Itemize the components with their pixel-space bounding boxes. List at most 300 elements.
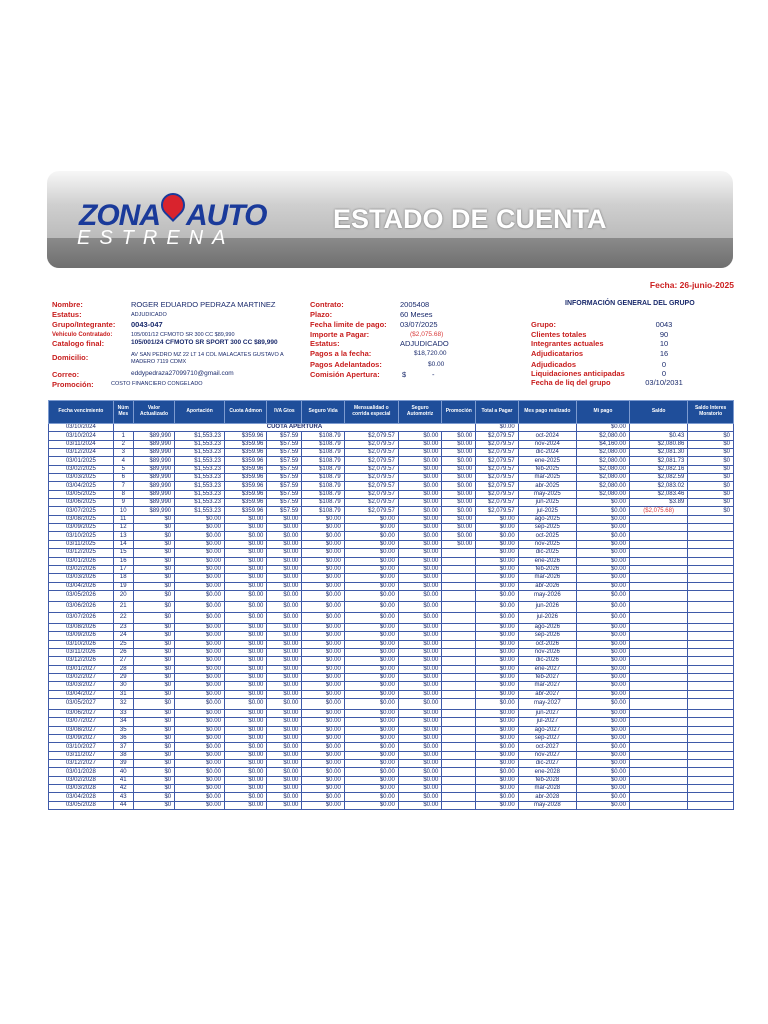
table-cell: $57.59 <box>267 474 302 482</box>
table-cell <box>442 682 476 690</box>
table-cell: $2,079.57 <box>476 474 518 482</box>
page-title: ESTADO DE CUENTA <box>333 204 607 234</box>
column-header: Núm Mes <box>113 401 133 424</box>
table-cell: $0.00 <box>224 540 266 548</box>
group-info-value: 0043 <box>655 320 673 329</box>
table-cell: $0.00 <box>344 657 398 665</box>
column-header: Seguro Automotriz <box>398 401 441 424</box>
table-cell: $0.00 <box>302 632 344 640</box>
domicilio-label: Domicilio: <box>52 353 89 362</box>
table-cell <box>442 612 476 623</box>
table-cell: $0.00 <box>344 623 398 631</box>
table-cell: $0.00 <box>398 632 441 640</box>
table-cell: $0 <box>133 785 174 793</box>
table-cell: $0.00 <box>344 612 398 623</box>
table-cell: dic-2026 <box>518 657 576 665</box>
table-cell: 25 <box>113 640 133 648</box>
table-cell: $0.00 <box>267 801 302 809</box>
column-header: Mensualidad o corrida especial <box>344 401 398 424</box>
document-date: Fecha: 26-junio-2025 <box>649 280 734 290</box>
table-row <box>49 515 734 523</box>
table-cell: $0.00 <box>476 612 518 623</box>
table-cell: 35 <box>113 726 133 734</box>
table-cell: $0.00 <box>175 632 225 640</box>
table-cell: 22 <box>113 612 133 623</box>
column-header: Valor Actualizado <box>133 401 174 424</box>
table-row <box>49 590 734 601</box>
grupo-label: Grupo/Integrante: <box>52 320 116 329</box>
table-cell: $0.00 <box>476 549 518 557</box>
table-cell: $2,079.57 <box>476 490 518 498</box>
table-cell: $0.00 <box>267 682 302 690</box>
table-cell: $0.00 <box>267 549 302 557</box>
table-cell: $0.00 <box>344 718 398 726</box>
table-cell <box>629 743 687 751</box>
table-cell <box>629 582 687 590</box>
table-cell: $0 <box>133 565 174 573</box>
table-cell: $0.00 <box>476 515 518 523</box>
table-row <box>49 465 734 473</box>
table-cell: 03/04/2025 <box>49 482 114 490</box>
table-row <box>49 582 734 590</box>
table-cell: $108.79 <box>302 465 344 473</box>
table-cell: $0.00 <box>398 709 441 717</box>
table-cell: oct-2024 <box>518 432 576 440</box>
table-cell: $0 <box>688 490 734 498</box>
table-cell: $359.96 <box>224 482 266 490</box>
column-header: Seguro Vida <box>302 401 344 424</box>
table-cell: $0.00 <box>267 793 302 801</box>
table-cell: $1,553.23 <box>175 499 225 507</box>
table-cell <box>442 743 476 751</box>
table-cell: mar-2028 <box>518 785 576 793</box>
table-cell: $0.00 <box>476 760 518 768</box>
table-cell: $0.00 <box>398 793 441 801</box>
table-cell: $0 <box>133 665 174 673</box>
location-pin-icon <box>156 188 190 222</box>
table-cell: $0.00 <box>576 793 629 801</box>
table-cell: $0.00 <box>224 793 266 801</box>
table-cell: $0.00 <box>398 735 441 743</box>
table-cell: $0 <box>133 760 174 768</box>
table-cell: $359.96 <box>224 457 266 465</box>
table-cell: $0.00 <box>344 726 398 734</box>
table-cell: $0.00 <box>398 440 441 448</box>
table-cell: 03/09/2025 <box>49 524 114 532</box>
table-cell: $0.00 <box>175 718 225 726</box>
table-cell: $0.00 <box>175 515 225 523</box>
table-cell: $0.00 <box>175 540 225 548</box>
table-cell: nov-2024 <box>518 440 576 448</box>
table-row <box>49 673 734 681</box>
table-cell: $0.00 <box>576 665 629 673</box>
table-cell: $0.00 <box>576 549 629 557</box>
table-cell: $0 <box>133 623 174 631</box>
table-body <box>49 424 734 810</box>
group-info-label: Adjudicatarios <box>531 349 584 358</box>
table-cell: $0.00 <box>576 515 629 523</box>
table-cell: $0.00 <box>302 657 344 665</box>
table-cell: $0.00 <box>576 623 629 631</box>
table-cell <box>629 726 687 734</box>
table-cell: 03/12/2024 <box>49 449 114 457</box>
table-cell: $0.00 <box>398 507 441 515</box>
catalogo-value: 105/001/24 CFMOTO SR SPORT 300 CC $89,990 <box>131 339 278 346</box>
importe-label: Importe a Pagar: <box>310 330 370 339</box>
group-info-label: Fecha de liq del grupo <box>531 378 611 387</box>
table-cell: 03/05/2026 <box>49 590 114 601</box>
table-cell: $0 <box>133 532 174 540</box>
table-cell: $0.00 <box>476 424 518 432</box>
column-header: Mes pago realizado <box>518 401 576 424</box>
table-cell <box>629 632 687 640</box>
table-cell: $0 <box>133 735 174 743</box>
table-cell: $2,083.02 <box>629 482 687 490</box>
table-cell: $0.00 <box>224 735 266 743</box>
table-row <box>49 612 734 623</box>
table-cell: 03/04/2027 <box>49 690 114 698</box>
table-cell: $0 <box>133 751 174 759</box>
table-row <box>49 457 734 465</box>
table-cell: $2,079.57 <box>344 507 398 515</box>
table-cell: $108.79 <box>302 440 344 448</box>
table-cell: $0.00 <box>576 751 629 759</box>
table-cell: $0.00 <box>224 590 266 601</box>
table-cell: $89,990 <box>133 490 174 498</box>
table-cell: 03/06/2027 <box>49 709 114 717</box>
table-cell <box>629 718 687 726</box>
table-cell: $0.00 <box>442 432 476 440</box>
table-cell: $108.79 <box>302 449 344 457</box>
logo-zona-text: ZONA <box>79 199 160 232</box>
nombre-value: ROGER EDUARDO PEDRAZA MARTINEZ <box>131 300 276 309</box>
table-cell: 4 <box>113 457 133 465</box>
table-cell: $0.00 <box>224 698 266 709</box>
table-cell <box>629 612 687 623</box>
table-cell: $0.00 <box>576 557 629 565</box>
table-row <box>49 574 734 582</box>
table-cell <box>442 648 476 656</box>
table-cell <box>629 673 687 681</box>
pagos-adelantados-value: $0.00 <box>428 361 445 368</box>
table-cell: $0.00 <box>576 673 629 681</box>
table-cell: $0.00 <box>442 490 476 498</box>
table-cell: $0 <box>688 507 734 515</box>
table-cell: $0.00 <box>302 785 344 793</box>
group-info-value: 90 <box>659 330 669 339</box>
table-cell: $0.00 <box>398 785 441 793</box>
table-cell: 03/12/2025 <box>49 549 114 557</box>
table-cell: $0 <box>133 540 174 548</box>
table-cell: $0.00 <box>224 760 266 768</box>
promocion-label: Promoción: <box>52 380 94 389</box>
table-cell: $89,990 <box>133 499 174 507</box>
table-row <box>49 640 734 648</box>
table-cell: ago-2027 <box>518 726 576 734</box>
table-cell: 03/03/2026 <box>49 574 114 582</box>
table-cell: feb-2026 <box>518 565 576 573</box>
table-cell <box>629 793 687 801</box>
table-cell <box>442 673 476 681</box>
table-cell: $0.00 <box>175 768 225 776</box>
table-cell: $89,990 <box>133 482 174 490</box>
group-info-label: Integrantes actuales <box>531 339 604 348</box>
table-cell <box>629 601 687 612</box>
table-cell: $0.00 <box>476 785 518 793</box>
estatus-label: Estatus: <box>52 310 82 319</box>
table-cell: 30 <box>113 682 133 690</box>
table-cell: $2,079.57 <box>476 440 518 448</box>
table-cell: 20 <box>113 590 133 601</box>
table-cell: $0.00 <box>398 540 441 548</box>
table-cell: $0.00 <box>302 690 344 698</box>
table-cell: $0.00 <box>267 673 302 681</box>
table-cell: $0.00 <box>224 801 266 809</box>
table-cell: $4,160.00 <box>576 440 629 448</box>
table-cell: $0.00 <box>302 793 344 801</box>
table-row <box>49 440 734 448</box>
estatus-value: ADJUDICADO <box>131 312 167 318</box>
table-cell: may-2025 <box>518 490 576 498</box>
table-cell: 31 <box>113 690 133 698</box>
table-cell: abr-2026 <box>518 582 576 590</box>
group-info-title: INFORMACIÓN GENERAL DEL GRUPO <box>565 300 695 307</box>
table-cell: $359.96 <box>224 449 266 457</box>
table-cell: $108.79 <box>302 507 344 515</box>
table-cell <box>629 690 687 698</box>
table-cell: $0.00 <box>224 549 266 557</box>
table-cell: $57.59 <box>267 465 302 473</box>
table-cell: $0.00 <box>175 726 225 734</box>
table-cell: $1,553.23 <box>175 482 225 490</box>
table-cell: $0.00 <box>344 574 398 582</box>
table-cell: $0.00 <box>476 673 518 681</box>
table-cell: $0.00 <box>398 698 441 709</box>
column-header: Fecha vencimiento <box>49 401 114 424</box>
table-cell: $57.59 <box>267 449 302 457</box>
correo-value: eddypedraza27099710@gmail.com <box>131 370 234 377</box>
table-cell: feb-2027 <box>518 673 576 681</box>
table-cell: 11 <box>113 515 133 523</box>
table-cell: $2,081.30 <box>629 449 687 457</box>
table-cell: 40 <box>113 768 133 776</box>
table-cell: $0.00 <box>267 648 302 656</box>
table-cell: $0.00 <box>344 673 398 681</box>
table-cell: $0.00 <box>267 776 302 784</box>
grupo-value: 0043-047 <box>131 320 163 329</box>
table-cell: abr-2025 <box>518 482 576 490</box>
table-cell: $0.00 <box>224 623 266 631</box>
table-cell: $0.00 <box>344 540 398 548</box>
table-cell: $0.00 <box>175 640 225 648</box>
table-cell: $108.79 <box>302 432 344 440</box>
table-cell: $0.00 <box>267 590 302 601</box>
table-cell: $0.00 <box>224 515 266 523</box>
table-cell <box>688 590 734 601</box>
table-cell: $0.00 <box>576 632 629 640</box>
table-row <box>49 682 734 690</box>
table-cell: $0.00 <box>576 801 629 809</box>
comision-value: - <box>432 370 435 379</box>
table-cell: $0.00 <box>302 776 344 784</box>
table-cell: $0 <box>133 524 174 532</box>
table-cell <box>688 718 734 726</box>
table-cell: $2,079.57 <box>344 482 398 490</box>
table-cell: $2,080.00 <box>576 490 629 498</box>
table-cell: $0.00 <box>175 785 225 793</box>
table-cell: 03/01/2025 <box>49 457 114 465</box>
logo-auto-text: AUTO <box>186 199 267 232</box>
table-cell: $0.00 <box>267 768 302 776</box>
table-cell: $0 <box>133 640 174 648</box>
table-cell: $0.00 <box>476 776 518 784</box>
table-cell: $0.00 <box>175 760 225 768</box>
table-cell: $0 <box>133 632 174 640</box>
table-cell: $0.00 <box>398 582 441 590</box>
table-cell: 28 <box>113 665 133 673</box>
table-cell <box>688 565 734 573</box>
table-cell: 10 <box>113 507 133 515</box>
table-cell: $2,079.57 <box>344 449 398 457</box>
table-cell: $0.00 <box>267 632 302 640</box>
table-cell: oct-2025 <box>518 532 576 540</box>
table-cell: $0.00 <box>476 682 518 690</box>
table-cell: $0.00 <box>442 449 476 457</box>
table-cell <box>688 665 734 673</box>
table-cell: $0.00 <box>442 532 476 540</box>
table-cell: $0.00 <box>302 665 344 673</box>
table-cell: ene-2027 <box>518 665 576 673</box>
table-cell: $0.00 <box>344 760 398 768</box>
table-cell <box>629 801 687 809</box>
table-cell: $2,080.86 <box>629 440 687 448</box>
table-cell: $0.00 <box>476 665 518 673</box>
table-cell: $0.00 <box>302 648 344 656</box>
table-cell: $0.00 <box>344 632 398 640</box>
table-cell <box>629 760 687 768</box>
header-banner <box>47 171 733 268</box>
table-cell: $0.00 <box>344 524 398 532</box>
table-cell: $1,553.23 <box>175 440 225 448</box>
table-cell: $359.96 <box>224 465 266 473</box>
promocion-value: COSTO FINANCIERO CONGELADO <box>111 381 203 387</box>
table-cell: $0.00 <box>576 743 629 751</box>
table-cell: $0.00 <box>267 601 302 612</box>
table-cell: 17 <box>113 565 133 573</box>
table-cell <box>442 601 476 612</box>
table-cell <box>442 557 476 565</box>
table-cell: abr-2028 <box>518 793 576 801</box>
table-cell: $0.00 <box>224 682 266 690</box>
table-cell: $0 <box>133 726 174 734</box>
table-cell: 13 <box>113 532 133 540</box>
table-cell <box>629 751 687 759</box>
table-cell: 41 <box>113 776 133 784</box>
table-cell: $2,080.00 <box>576 449 629 457</box>
group-info-label: Grupo: <box>531 320 556 329</box>
table-cell: jun-2026 <box>518 601 576 612</box>
table-cell: 27 <box>113 657 133 665</box>
table-cell: 03/08/2027 <box>49 726 114 734</box>
table-cell: $0.00 <box>175 612 225 623</box>
table-cell: $0.00 <box>398 474 441 482</box>
table-cell: 15 <box>113 549 133 557</box>
table-cell: $0 <box>133 590 174 601</box>
table-cell <box>442 801 476 809</box>
table-cell: $0.00 <box>344 801 398 809</box>
table-cell: $0.00 <box>576 424 629 432</box>
contract-estatus-value: ADJUDICADO <box>400 339 449 348</box>
table-cell: $0.00 <box>175 698 225 709</box>
table-cell: $0.00 <box>302 718 344 726</box>
table-cell: $0.00 <box>576 718 629 726</box>
plazo-value: 60 Meses <box>400 310 433 319</box>
column-header: Saldo Interes Moratorio <box>688 401 734 424</box>
table-cell <box>688 743 734 751</box>
table-cell: jul-2026 <box>518 612 576 623</box>
table-cell: $0.00 <box>302 801 344 809</box>
table-row <box>49 482 734 490</box>
table-cell: $0.00 <box>476 540 518 548</box>
group-info-value: 0 <box>661 369 667 378</box>
table-cell <box>688 549 734 557</box>
table-cell: $0.00 <box>344 768 398 776</box>
column-header: IVA Gtos <box>267 401 302 424</box>
vehiculo-value: 105/001/12 CFMOTO SR 300 CC $89,990 <box>131 332 235 338</box>
table-cell: 16 <box>113 557 133 565</box>
table-cell: $2,080.00 <box>576 474 629 482</box>
table-cell: $0.00 <box>267 785 302 793</box>
table-cell <box>442 760 476 768</box>
table-cell: $0.00 <box>267 665 302 673</box>
table-cell: sep-2025 <box>518 524 576 532</box>
table-cell: $0.00 <box>398 673 441 681</box>
table-cell: $2,079.57 <box>476 449 518 457</box>
table-cell: 2 <box>113 440 133 448</box>
table-cell: 9 <box>113 499 133 507</box>
table-cell: $0.00 <box>224 601 266 612</box>
table-cell: $0.00 <box>267 690 302 698</box>
table-row <box>49 743 734 751</box>
table-cell: $2,079.57 <box>476 457 518 465</box>
table-cell <box>442 574 476 582</box>
table-row <box>49 632 734 640</box>
table-cell <box>442 623 476 631</box>
table-cell: $57.59 <box>267 432 302 440</box>
table-cell: $359.96 <box>224 474 266 482</box>
table-row <box>49 565 734 573</box>
table-cell: $0.00 <box>576 768 629 776</box>
table-cell: ($2,075.68) <box>629 507 687 515</box>
table-cell: $0.00 <box>398 590 441 601</box>
table-cell: $1,553.23 <box>175 457 225 465</box>
table-cell: $0.00 <box>442 440 476 448</box>
table-row <box>49 432 734 440</box>
table-cell: $0.00 <box>442 457 476 465</box>
table-cell: $0.00 <box>442 507 476 515</box>
table-cell: $89,990 <box>133 465 174 473</box>
table-cell <box>688 793 734 801</box>
table-cell: jun-2025 <box>518 499 576 507</box>
table-cell <box>629 776 687 784</box>
table-cell: $0.00 <box>576 776 629 784</box>
table-cell <box>688 673 734 681</box>
table-cell <box>688 735 734 743</box>
table-cell: 03/06/2026 <box>49 601 114 612</box>
table-cell: feb-2028 <box>518 776 576 784</box>
table-cell <box>442 582 476 590</box>
table-cell: dic-2024 <box>518 449 576 457</box>
